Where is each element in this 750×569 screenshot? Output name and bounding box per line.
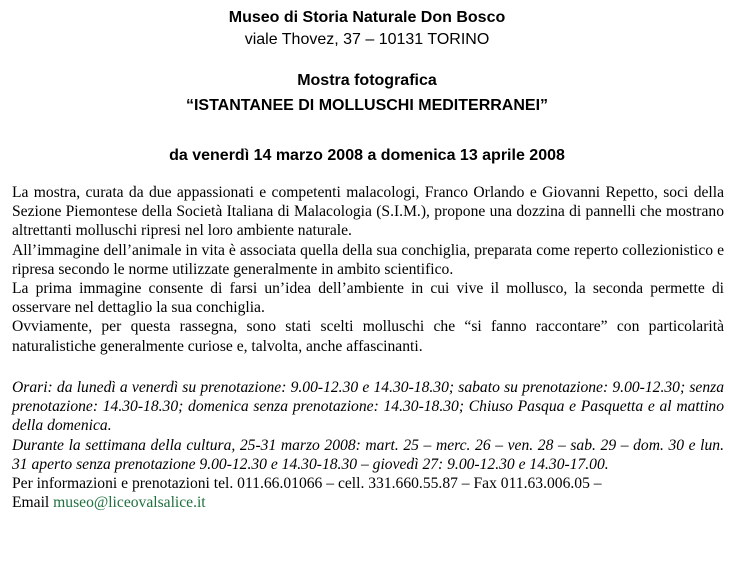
- description-paragraph: La prima immagine consente di farsi un’idea dell’ambiente in cui vive il mollusco, la seconda permette di osservare nel dettaglio la sua conchiglia.: [12, 280, 724, 317]
- exhibition-description: [12, 183, 724, 356]
- email-line: [12, 493, 724, 512]
- email-label: Email: [12, 494, 50, 512]
- museum-address: viale Thovez, 37 – 10131 TORINO: [244, 31, 490, 48]
- description-paragraph: Ovviamente, per questa rassegna, sono stati scelti molluschi che “si fanno raccontare” con particolarità naturalistiche generalmente curiose e, talvolta, anche affascinanti.: [12, 318, 724, 355]
- exhibition-dates: da venerdì 14 marzo 2008 a domenica 13 aprile 2008: [169, 147, 565, 164]
- description-paragraph: All’immagine dell’animale in vita è associata quella della sua conchiglia, preparata come reperto collezionistico e ripresa secondo le norme utilizzate generalmente in ambito scientifico.: [12, 241, 724, 278]
- description-paragraph: La mostra, curata da due appassionati e competenti malacologi, Franco Orlando e Giovanni Repetto, soci della Sezione Piemontese della Società Italiana di Malacologia (S.I.M.), propone una dozzina di pannelli che mostrano altrettanti molluschi ripresi nel loro ambiente naturale.: [12, 184, 724, 240]
- opening-hours: Orari: da lunedì a venerdì su prenotazione: 9.00-12.30 e 14.30-18.30; sabato su prenotazione: 9.00-12.30; senza prenotazione: 14.30-18.30; domenica senza prenotazione: 14.30-18.30; Chiuso Pasqua e Pasquetta e al mattino della domenica.: [12, 379, 724, 435]
- museum-name: Museo di Storia Naturale Don Bosco: [228, 9, 506, 26]
- exhibition-title: “ISTANTANEE DI MOLLUSCHI MEDITERRANEI”: [185, 97, 549, 114]
- contact-info: Per informazioni e prenotazioni tel. 011.66.01066 – cell. 331.660.55.87 – Fax 011.63.006.05 –: [12, 475, 602, 493]
- exhibition-type: Mostra fotografica: [297, 72, 437, 89]
- visitor-info: [12, 378, 724, 512]
- email-link[interactable]: museo@liceovalsalice.it: [53, 494, 206, 512]
- culture-week-hours: Durante la settimana della cultura, 25-31 marzo 2008: mart. 25 – merc. 26 – ven. 28 – sab. 29 – dom. 30 e lun. 31 aperto senza prenotazione 9.00-12.30 e 14.30-18.30 – giovedì 27: 9.00-12.30 e 14.30-17.00.: [12, 436, 724, 473]
